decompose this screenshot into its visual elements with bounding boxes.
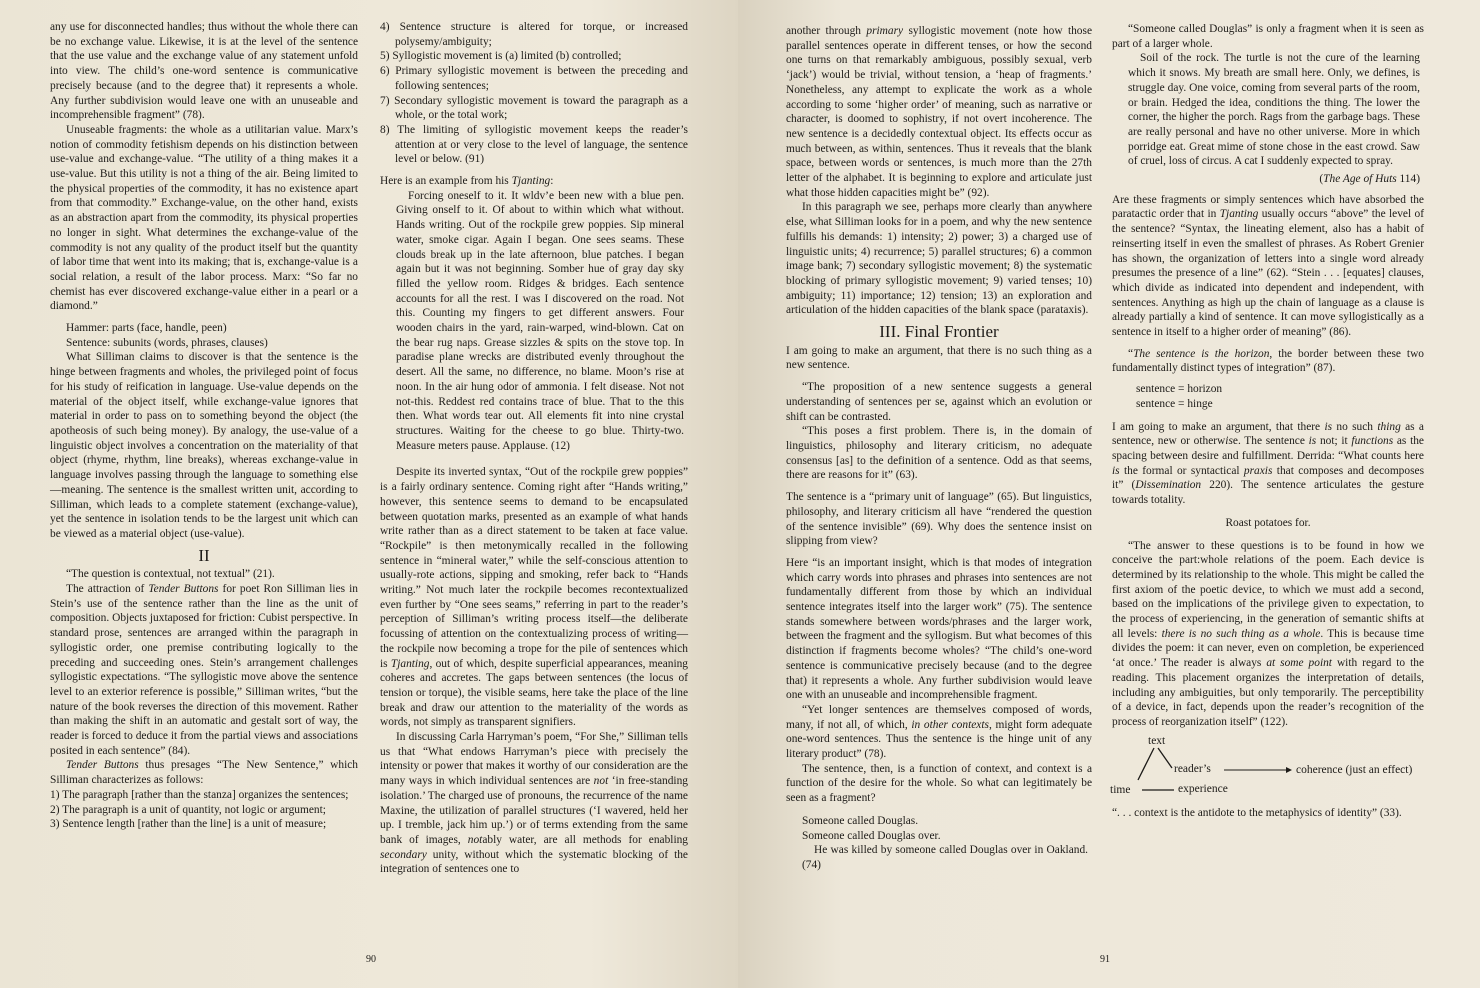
block-quote bbox=[380, 189, 688, 454]
paragraph: “The sentence is the horizon, the border between these two fundamentally distinct types of integration” (87). bbox=[1112, 347, 1425, 375]
paragraph: “Yet longer sentences are themselves composed of words, many, if not all, of which, in other contexts, might form adequate one-word sentences. Thus the sentence is the hinge unit of any literary product” (78). bbox=[786, 703, 1093, 761]
paragraph: In this paragraph we see, perhaps more clearly than anywhere else, what Silliman looks for in a poem, and why the new sentence fulfills his demands: 1) intensity; 2) power; 3) a charged use of linguistic units; 4) recurrence; 5) parallel structures; 6) a common image bank; 7) secondary syllogistic movement; 8) the systematic blocking of primary syllogistic movement; 9) varied tenses; 10) ambiguity; 11) importance; 12) tension; 13) an exploration and articulation of the hidden capacities of the blank space (parataxis). bbox=[786, 201, 1092, 317]
paragraph: The sentence, then, is a function of context, and context is a function of the desire for the whole. So what can legitimately be seen as a fragment? bbox=[786, 762, 1092, 805]
list-item: 8) The limiting of syllogistic movement keeps the reader’s attention at or very close to the level of language, the sentence level or below. (91) bbox=[380, 123, 688, 166]
section-heading: II bbox=[198, 545, 210, 565]
paragraph: “. . . context is the antidote to the metaphysics of identity” (33). bbox=[1112, 806, 1402, 819]
list-item: 5) Syllogistic movement is (a) limited (b) controlled; bbox=[380, 50, 622, 63]
paragraph: What Silliman claims to discover is that the sentence is the hinge between fragments and wholes, the privileged point of focus for his study of reification in language. Use-value depends on the material of the object itself, while exchange-value ignores that material in order to pass on to something beyond the object (the apotheosis of such being money). By analogy, the use-value of a linguistic object involves a concentration on the materiality of that object (rhyme, rhythm, line breaks), whereas exchange-value in language involves passing through the language to something else—meaning. The sentence is the smallest written unit, according to Silliman, which leads to a complete statement (exchange-value), yet the sentence in isolation tends to be the largest unit which can be viewed as a material object (use-value). bbox=[50, 351, 358, 540]
paragraph: The sentence is a “primary unit of language” (65). But linguistics, philosophy, and literary criticism all have “rendered the question of the sentence invisible” (69). Why does the sentence insist on slipping from view? bbox=[786, 491, 1092, 548]
example-quote bbox=[786, 814, 1092, 873]
paragraph: Tender Buttons thus presages “The New Sentence,” which Silliman characterizes as follows: bbox=[50, 759, 358, 787]
quote-text: Forcing oneself to it. It wldv’e been new with a blue pen. Giving onself to it. Of about to within which what without. Hands writing. Out of the rockpile grew poppies. Sip mineral water, smoke cigar. Again I began. One sees seams. These clouds break up in the late afternoon, blue patches. I began again but it was not beginning. Somber hue of gray day sky filled the yellow room. Ridges & bridges. Each sentence accounts for all the rest. I was I discovered on the road. Not this. Counting my fingers to get different answers. Four wooden chairs in the yard, rain-warped, wind-blown. Cat on the bear rug naps. Grease sizzles & spits on the stove top. In paradise plane wrecks are distributed evenly throughout the desert. All the same, no difference, no blame. Moon’s rise at noon. In the air hung odor of ammonia. I felt disease. Not not not-this. Reddest red contains trace of blue. That to the this then. What words tear out. All elements fit into nine crystal structures. Waiting for the cheese to go blue. Thirty-two. Measure meters pause. Applause. (12) bbox=[396, 189, 684, 452]
paragraph: In discussing Carla Harryman’s poem, “For She,” Silliman tells us that “What endows Harryman’s piece with precisely the intensity or power that makes it worthy of our consideration are the many ways in which individual sentences are not ‘in free-standing isolation.’ The charged use of pronouns, the recurrence of the name Maxine, the utilization of parallel structures (‘I wavered, held her up. I tremble, jack him up.’) or of terms extending from the same bank of images, notably water, are all methods for enabling secondary unity, without which the systematic blocking of the integration of sentences one to bbox=[380, 731, 688, 876]
numbered-list bbox=[50, 788, 358, 832]
paragraph: Despite its inverted syntax, “Out of the rockpile grew poppies” is a fairly ordinary sentence. Coming right after “Hands writing,” however, this sentence seems to demand to be encapsulated between quotation marks, presented as an example of what hands write rather than as a direct statement to be taken at face value. “Rockpile” is then metonymically recalled in the following sentence in “mineral water,” while the self-conscious attention to usually-rote actions, sipping and smoking, refer back to “Hands writing.” Not much later the rockpile becomes recontextualized even further by “One sees seams,” referring in part to the reader’s perception of Silliman’s writing process itself—the deliberate focussing of attention on the contextualizing process of writing—the rockpile now becoming a trope for the pile of sentences which is Tjanting, out of which, despite superficial appearances, meaning coheres and accretes. The gaps between sentences (the locus of tension or torque), the visible seams, here take the place of the line break and draw our attention to the materiality of the words as words, not simply as transparent signifiers. bbox=[380, 466, 689, 729]
triangle-diagram bbox=[1112, 734, 1424, 804]
list-item: 3) Sentence length [rather than the line] is a unit of measure; bbox=[50, 818, 327, 831]
equation-list bbox=[1112, 382, 1424, 411]
block-quote bbox=[1112, 51, 1424, 186]
quote-line: He was killed by someone called Douglas over in Oakland. (74) bbox=[802, 844, 1088, 871]
paragraph: Here “is an important insight, which is that modes of integration which carry words into phrases and phrases into sentences are not fundamentally different from those by which an individual sentence integrates itself into the larger work” (75). The sentence stands somewhere between words/phrases and the larger work, between the fragment and the syllogism. But what becomes of this distinction if fragments become wholes? “The child’s one-word sentence is communicative precisely because (and to the degree that) it represents a whole. Any further subdivision would leave one with an unuseable and incomprehensible fragment. bbox=[786, 556, 1092, 702]
diagram-label-time: time bbox=[1110, 783, 1131, 796]
paragraph: any use for disconnected handles; thus without the whole there can be no exchange value. Likewise, it is at the level of the sentence that the use value and the exchange value of any statement unfold into view. The child’s one-word sentence is communicative precisely because (and to the degree that) it represents a whole. Any further subdivision would leave one with an unuseable and incomprehensible fragment” (78). bbox=[50, 21, 358, 122]
paragraph: I am going to make an argument, that there is no such thing as a new sentence. bbox=[786, 344, 1092, 372]
section-heading: III. Final Frontier bbox=[879, 322, 999, 342]
numbered-list bbox=[380, 20, 688, 167]
left-column-1 bbox=[50, 20, 358, 832]
paragraph: Here is an example from his Tjanting: bbox=[380, 175, 554, 188]
right-column-1 bbox=[786, 24, 1092, 873]
analogy-line: Sentence: subunits (words, phrases, clauses) bbox=[66, 336, 268, 349]
quote-line: Someone called Douglas. bbox=[802, 814, 919, 827]
paragraph: Are these fragments or simply sentences which have absorbed the paratactic order that in Tjanting usually occurs “above” the level of the sentence? “Syntax, the lineating element, also has a habit of reinserting itself in even the smallest of phrases. As Robert Grenier has shown, the organization of letters into a single word already presumes the presence of a line” (62). “Stein . . . [equates] clauses, which divide as indicated into dependent and independent, with sentences. Anything as high up the chain of language as a clause is already partially a kind of sentence. It can move syllogistically as a sentence in itself to a higher order of meaning” (86). bbox=[1112, 193, 1424, 339]
paragraph: The attraction of Tender Buttons for poet Ron Silliman lies in Stein’s use of the sentence rather than the line as the unit of composition. Objects juxtaposed for friction: Cubist perspective. In standard prose, sentences are arranged within the paragraph in syllogistic order, one premise contributing logically to the preceding and succeeding ones. Stein’s arrangement challenges syllogistic expectations. “The syllogistic move above the sentence level to an exterior reference is possible,” Silliman writes, “but the nature of the book reverses the direction of this movement. Rather than making the shift in an automatic and gestalt sort of way, the reader is forced to deduce it from the partial views and associations posited in each sentence” (84). bbox=[50, 583, 358, 757]
equation-line: sentence = hinge bbox=[1136, 397, 1213, 410]
quote-line: Someone called Douglas over. bbox=[802, 829, 941, 842]
paragraph: another through primary syllogistic movement (note how those parallel sentences operate in different tenses, or how the second one turns on that remarkably ambiguous, possibly sexual, verb ‘jack’) would be trivial, without tension, a ‘heap of fragments.’ Nonetheless, any attempt to explicate the work as a whole according to some ‘higher order’ of meaning, such as narrative or character, is doomed to sophistry, if not overt incoherence. The new sentence is a decidedly contextual object. Its effects occur as much between, as within, sentences. Thus it reveals that the blank space, between words or sentences, is much more than the 27th letter of the alphabet. It is beginning to explore and articulate just what those hidden capacities might be” (92). bbox=[786, 25, 1092, 199]
epigraph: “The question is contextual, not textual” (21). bbox=[66, 568, 275, 581]
fragment-line: Roast potatoes for. bbox=[1225, 516, 1311, 529]
left-page bbox=[0, 0, 738, 988]
list-item: 4) Sentence structure is altered for torque, or increased polysemy/ambiguity; bbox=[380, 21, 688, 48]
left-column-2 bbox=[380, 20, 688, 877]
right-page bbox=[738, 0, 1480, 988]
list-item: 2) The paragraph is a unit of quantity, not logic or argument; bbox=[50, 803, 326, 816]
diagram-label-text: text bbox=[1148, 734, 1166, 747]
diagram-label-coherence: coherence (just an effect) bbox=[1296, 763, 1413, 776]
right-column-2 bbox=[1112, 22, 1424, 820]
paragraph: “The answer to these questions is to be found in how we conceive the part:whole relations of the poem. Each device is determined by its relationship to the whole. This might be called the first axiom of the poetic device, to which we must add a second, based on the implications of the privilege given to expectation, to the process of experiencing, in the generation of semantic shifts at all levels: there is no such thing as a whole. This is because time divides the poem: it can never, even on completion, be experienced ‘at once.’ The reader is always at some point with regard to the reading. This placement organizes the interpretation of details, including any ambiguities, but only temporarily. The perceptibility of a device, in fact, depends upon the reader’s recognition of the process of reorganization itself” (122). bbox=[1112, 539, 1424, 728]
diagram-label-reader: reader’s bbox=[1174, 762, 1211, 775]
paragraph: “This poses a first problem. There is, in the domain of linguistics, philosophy and literary criticism, no adequate consensus [as] to the definition of a sentence. Odd as that seems, there are reasons for it” (63). bbox=[786, 425, 1092, 482]
page-number: 90 bbox=[366, 954, 376, 965]
quote-text: Soil of the rock. The turtle is not the cure of the learning which it snows. My breath are small here. Only, we defines, is struggle day. One voice, coming from several parts of the room, or brain. Hedged the idea, conditions the thing. The lower the corner, the higher the porch. Rags from the garbage bags. These are really personal and have no other universe. More in which porridge eat. Great mime of stone chose in the east crowd. Saw of cruel, loss of circus. A cat I suddenly expected to spray. bbox=[1128, 52, 1420, 168]
citation: (The Age of Huts 114) bbox=[1319, 173, 1420, 186]
equation-line: sentence = horizon bbox=[1136, 383, 1223, 396]
paragraph: Unuseable fragments: the whole as a utilitarian value. Marx’s notion of commodity fetishism depends on his distinction between use-value and exchange-value. “The utility of a thing makes it a use-value. But this utility is not a thing of the air. Being limited to the physical properties of the commodity, it has no existence apart from that commodity.” Exchange-value, on the other hand, exists as an abstraction apart from the commodity, its physical properties no longer in sight. What determines the exchange-value of the commodity is not any quality of the product itself but the quantity of labor time that went into its making; that is, exchange-value is a social relation, a result of the labor process. Marx: “So far no chemist has ever discovered exchange-value either in a pearl or a diamond.” bbox=[50, 123, 358, 313]
paragraph: I am going to make an argument, that there is no such thing as a sentence, new or otherwise. The sentence is not; it functions as the spacing between desire and fulfillment. Derrida: “What counts here is the formal or syntactical praxis that composes and decomposes it” (Dissemination 220). The sentence articulates the gesture towards totality. bbox=[1112, 420, 1424, 507]
page-number: 91 bbox=[1100, 954, 1110, 965]
analogy-line: Hammer: parts (face, handle, peen) bbox=[66, 322, 227, 335]
list-item: 6) Primary syllogistic movement is between the preceding and following sentences; bbox=[380, 65, 688, 92]
paragraph: “The proposition of a new sentence suggests a general understanding of sentences per se, against which an evolution or shift can be contrasted. bbox=[786, 381, 1092, 423]
list-item: 7) Secondary syllogistic movement is toward the paragraph as a whole, or the total work; bbox=[380, 94, 688, 122]
paragraph: “Someone called Douglas” is only a fragment when it is seen as part of a larger whole. bbox=[1112, 23, 1424, 50]
list-item: 1) The paragraph [rather than the stanza] organizes the sentences; bbox=[50, 788, 349, 801]
diagram-label-experience: experience bbox=[1178, 782, 1228, 795]
